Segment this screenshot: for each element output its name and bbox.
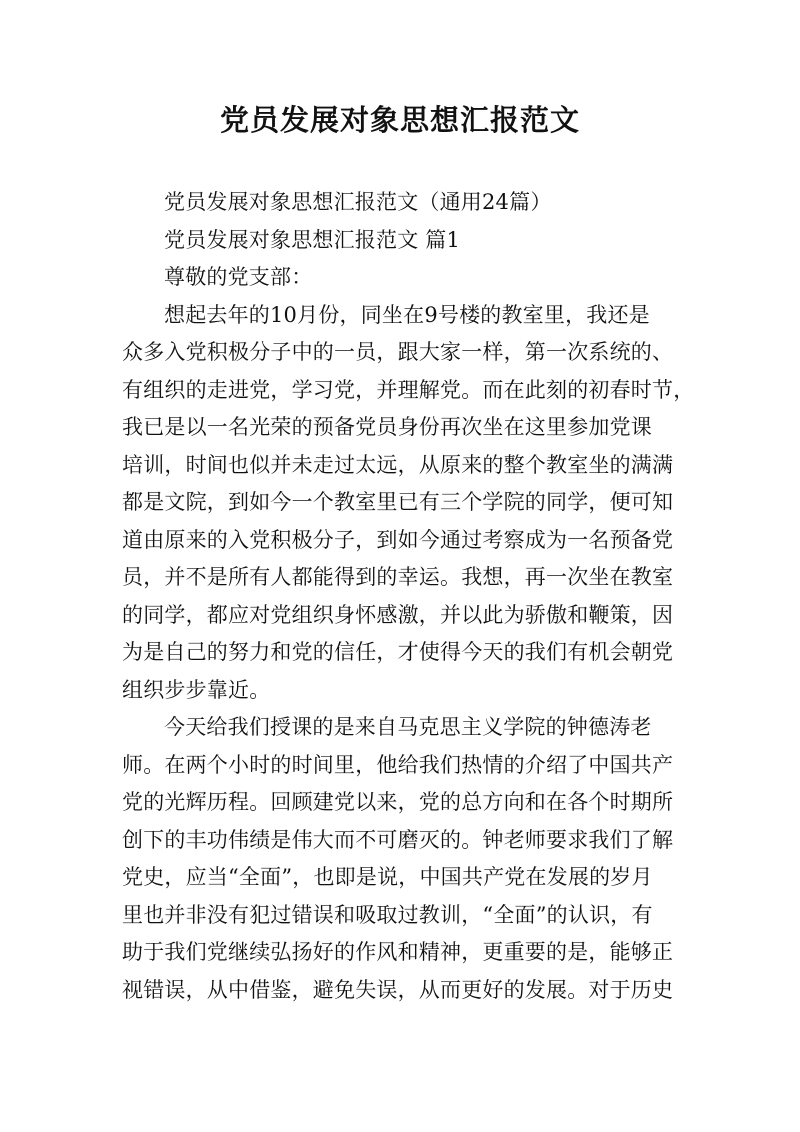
text-line: 创下的丰功伟绩是伟大而不可磨灭的。钟老师要求我们了解 — [122, 827, 674, 852]
text-line: 党员发展对象思想汇报范文（通用24篇） — [164, 190, 552, 214]
text-line: 助于我们党继续弘扬好的作风和精神，更重要的是，能够正 — [122, 940, 674, 964]
text-line: 有组织的走进党，学习党，并理解党。而在此刻的初春时节， — [122, 377, 695, 402]
text-line: 培训，时间也似并未走过太远，从原来的整个教室坐的满满 — [122, 452, 674, 477]
text-line: 组织步步靠近。 — [122, 677, 271, 702]
text-line: 都是文院，到如今一个教室里已有三个学院的同学，便可知 — [122, 490, 674, 514]
text-line: 师。在两个小时的时间里，他给我们热情的介绍了中国共产 — [122, 752, 674, 777]
text-line: 党史，应当“全面”，也即是说，中国共产党在发展的岁月 — [122, 865, 653, 889]
text-line: 众多入党积极分子中的一员，跟大家一样，第一次系统的、 — [122, 340, 674, 364]
text-line: 里也并非没有犯过错误和吸取过教训，“全面”的认识，有 — [122, 902, 653, 927]
text-line: 为是自己的努力和党的信任，才使得今天的我们有机会朝党 — [122, 640, 674, 664]
text-line: 党员发展对象思想汇报范文 篇1 — [164, 227, 461, 252]
text-line: 党的光辉历程。回顾建党以来，党的总方向和在各个时期所 — [122, 790, 674, 814]
document-title: 党员发展对象思想汇报范文 — [219, 103, 580, 137]
text-line: 道由原来的入党积极分子，到如今通过考察成为一名预备党 — [122, 527, 674, 552]
text-line: 的同学，都应对党组织身怀感激，并以此为骄傲和鞭策，因 — [122, 602, 674, 627]
text-line: 员，并不是所有人都能得到的幸运。我想，再一次坐在教室 — [122, 565, 674, 589]
text-line: 想起去年的10月份，同坐在9号楼的教室里，我还是 — [164, 302, 650, 327]
text-line: 视错误，从中借鉴，避免失误，从而更好的发展。对于历史 — [122, 977, 674, 1002]
document-body — [122, 184, 695, 1009]
text-line: 我已是以一名光荣的预备党员身份再次坐在这里参加党课 — [122, 415, 652, 439]
text-line: 尊敬的党支部： — [164, 265, 313, 289]
text-line: 今天给我们授课的是来自马克思主义学院的钟德涛老 — [164, 715, 652, 739]
